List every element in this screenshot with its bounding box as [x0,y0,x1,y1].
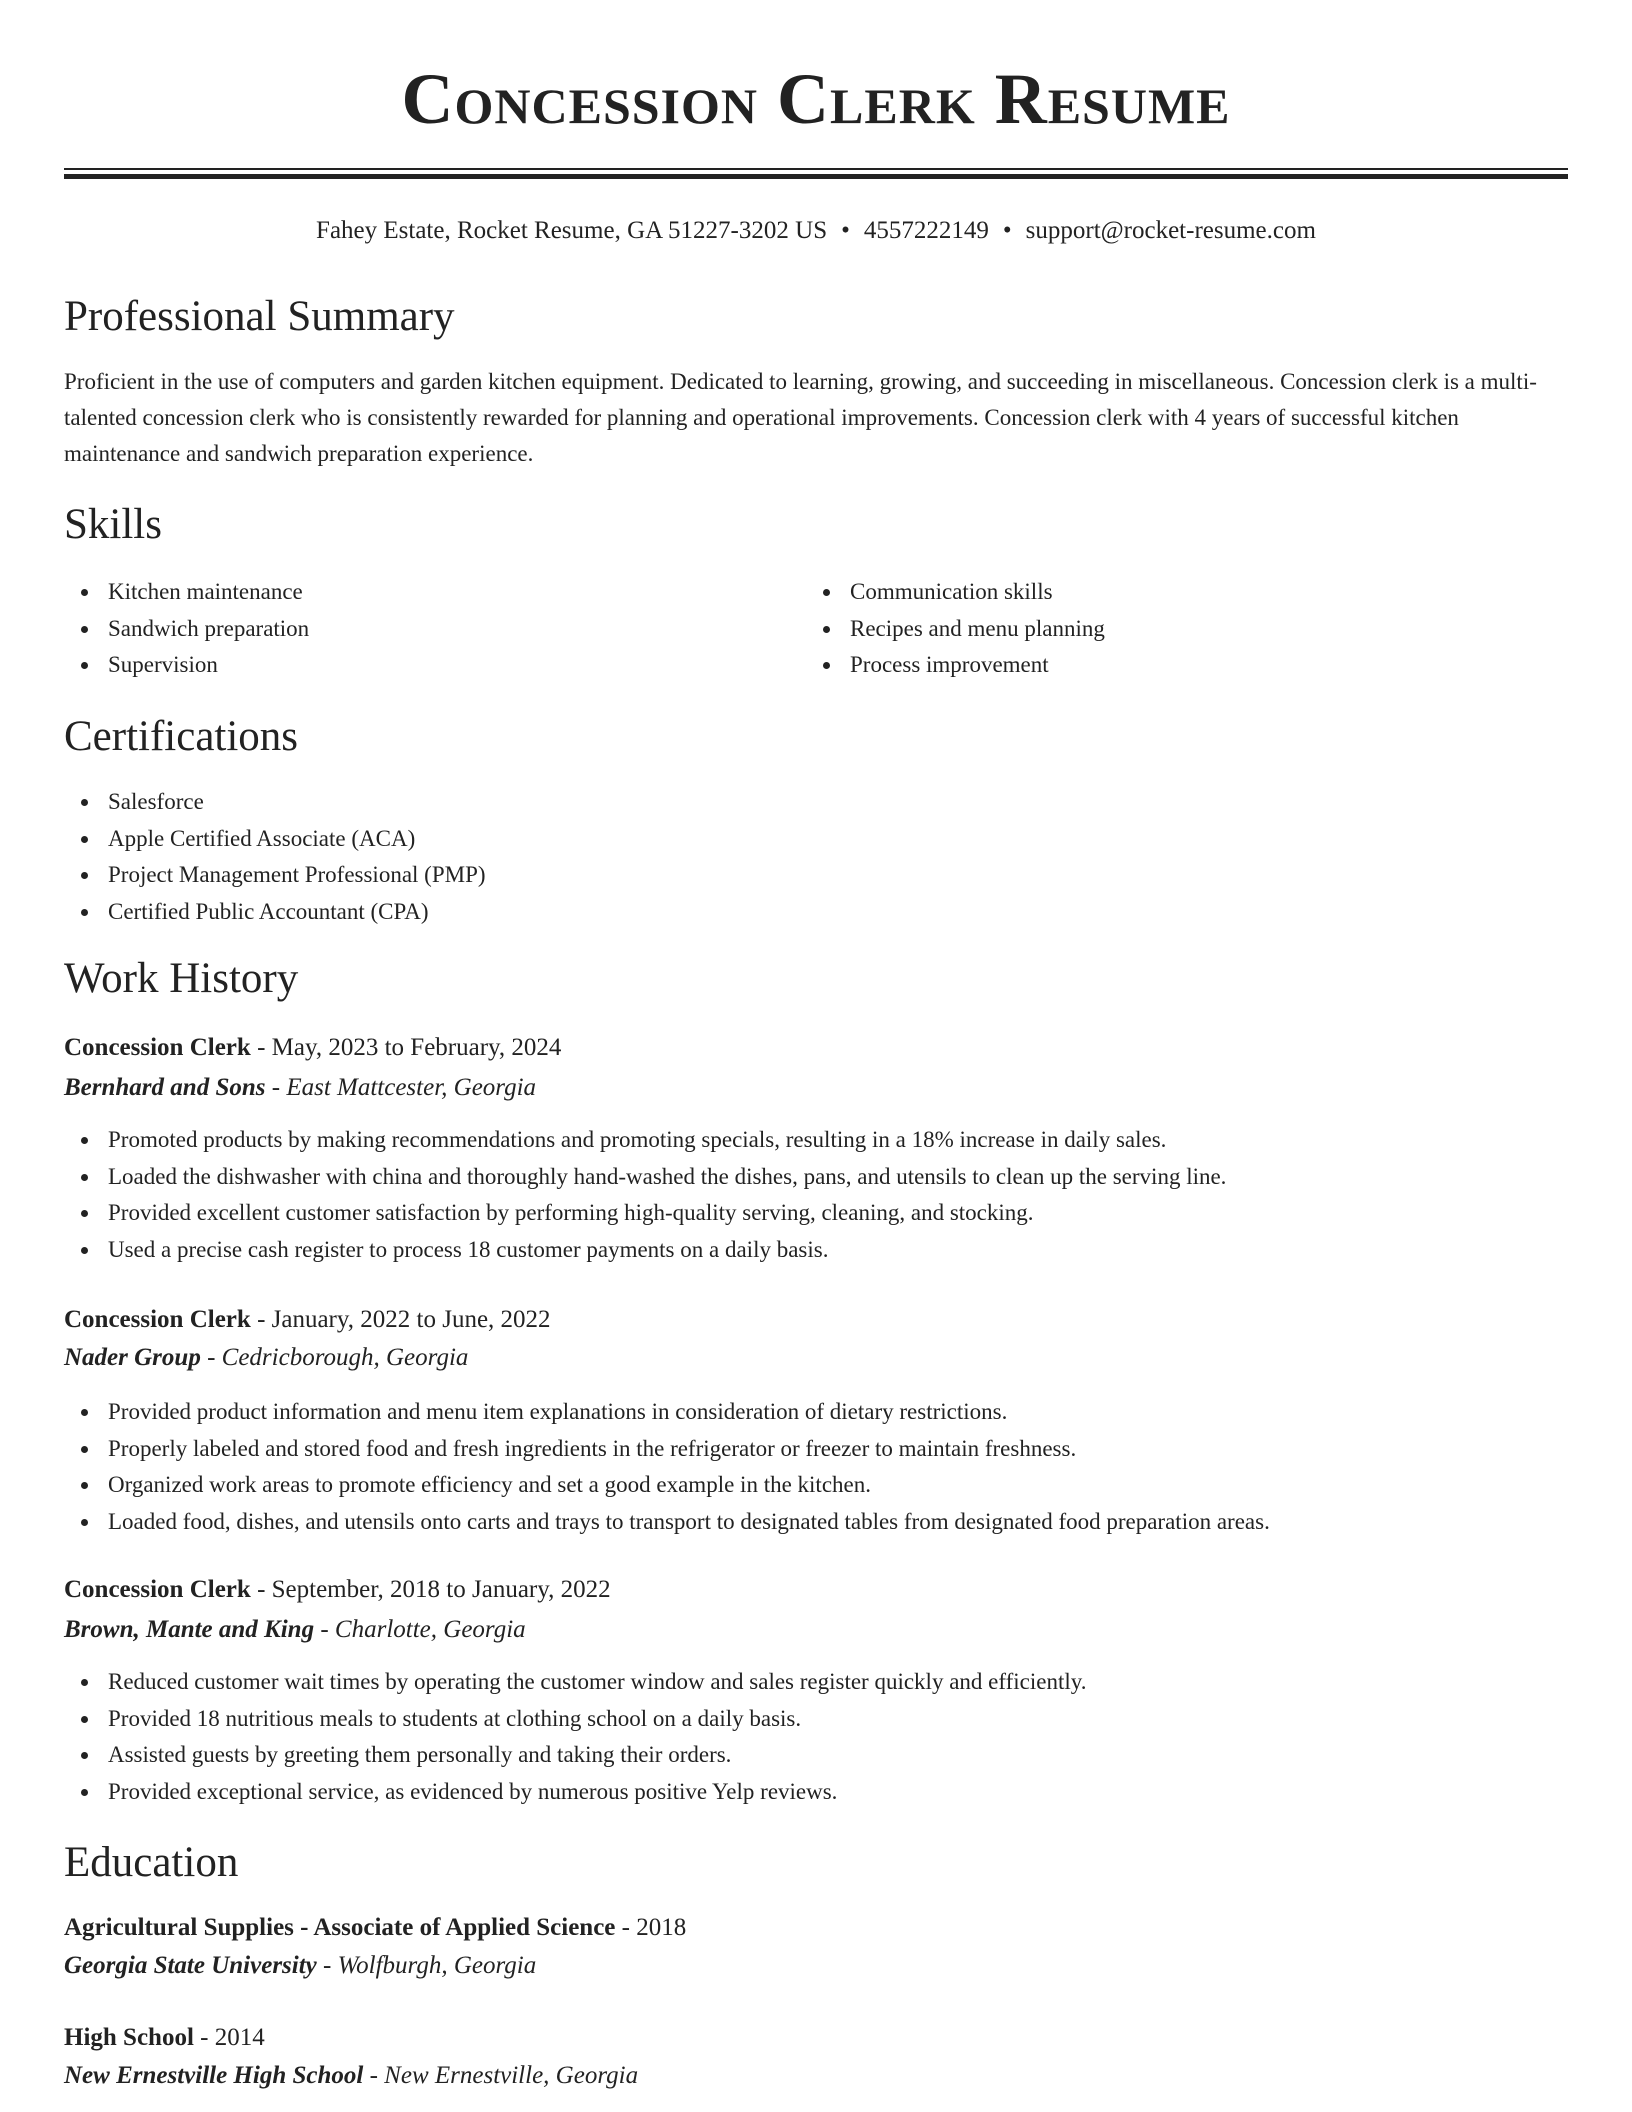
job-separator: - [250,1576,272,1603]
contact-email: support@rocket-resume.com [1025,217,1316,244]
contact-line [0,214,1632,248]
job-separator: - [250,1306,272,1333]
contact-separator: • [841,217,850,244]
summary-text: Proficient in the use of computers and garden kitchen equipment. Dedicated to learning, growing, and succeeding in miscellaneous. Concession clerk is a multi-talented concession clerk who is consistently rewarded for planning and operational improvements. Concession clerk with 4 years of successful kitchen maintenance and sandwich preparation experience. [64,369,1537,466]
resume-title: Concession Clerk Resume [401,59,1231,139]
job-bullet: Loaded food, dishes, and utensils onto carts and trays to transport to designated tables from designated food preparation areas. [64,1504,1270,1541]
education-location: New Ernestville, Georgia [384,2062,639,2089]
certifications-list [64,784,486,930]
contact-phone: 4557222149 [863,217,989,244]
education-degree-line [64,2020,265,2056]
job-bullet: Organized work areas to promote efficiency and set a good example in the kitchen. [64,1467,1270,1504]
skill-item: Recipes and menu planning [806,611,1105,648]
education-separator: - [316,1952,338,1979]
title-rule-thin [64,168,1568,170]
skill-item: Sandwich preparation [64,611,309,648]
job-bullet: Provided 18 nutritious meals to students at clothing school on a daily basis. [64,1701,1087,1738]
job-bullet: Reduced customer wait times by operating the customer window and sales register quickly and efficiently. [64,1664,1087,1701]
job-bullets [64,1122,1226,1268]
job-dates: May, 2023 to February, 2024 [271,1034,562,1061]
certification-item: Certified Public Accountant (CPA) [64,894,486,931]
job-dates: January, 2022 to June, 2022 [271,1306,551,1333]
education-year: 2014 [214,2024,265,2051]
job-company: Brown, Mante and King [64,1616,315,1643]
certifications-heading: Certifications [64,713,299,760]
job-title-line [64,1572,611,1608]
education-heading: Education [64,1839,239,1886]
education-school: Georgia State University [64,1952,317,1979]
job-bullet: Provided excellent customer satisfaction by performing high-quality serving, cleaning, and stocking. [64,1195,1226,1232]
job-title: Concession Clerk [64,1306,251,1333]
certification-item: Apple Certified Associate (ACA) [64,821,486,858]
job-separator: - [200,1344,222,1371]
education-school: New Ernestville High School [64,2062,364,2089]
contact-separator: • [1002,217,1012,244]
job-company: Nader Group [64,1344,201,1371]
job-separator: - [250,1034,272,1061]
job-title-line [64,1030,561,1066]
job-location: Cedricborough, Georgia [221,1344,469,1371]
skills-heading: Skills [64,501,162,548]
job-company-line [64,1340,468,1376]
job-company-line [64,1070,536,1106]
skills-list-left [64,574,309,684]
education-school-line [64,2058,638,2094]
job-bullets [64,1664,1087,1810]
skill-item: Supervision [64,647,309,684]
work-history-heading: Work History [64,955,299,1002]
job-bullets [64,1394,1270,1540]
education-degree: Agricultural Supplies - Associate of Applied Science [64,1914,616,1941]
job-title: Concession Clerk [64,1034,251,1061]
job-title: Concession Clerk [64,1576,251,1603]
education-year: 2018 [636,1914,687,1941]
job-bullet: Promoted products by making recommendations and promoting specials, resulting in a 18% increase in daily sales. [64,1122,1226,1159]
job-location: Charlotte, Georgia [334,1616,526,1643]
title-rule-thick [64,174,1568,179]
education-location: Wolfburgh, Georgia [337,1952,537,1979]
job-company: Bernhard and Sons [64,1074,266,1101]
job-bullet: Properly labeled and stored food and fresh ingredients in the refrigerator or freezer to maintain freshness. [64,1431,1270,1468]
job-company-line [64,1612,526,1648]
job-bullet: Assisted guests by greeting them personally and taking their orders. [64,1737,1087,1774]
job-dates: September, 2018 to January, 2022 [271,1576,611,1603]
skill-item: Communication skills [806,574,1105,611]
skills-list-right [806,574,1105,684]
education-separator: - [615,1914,637,1941]
skill-item: Process improvement [806,647,1105,684]
certification-item: Project Management Professional (PMP) [64,857,486,894]
job-separator: - [314,1616,335,1643]
education-separator: - [363,2062,385,2089]
job-bullet: Loaded the dishwasher with china and thoroughly hand-washed the dishes, pans, and utensils to clean up the serving line. [64,1159,1226,1196]
job-bullet: Used a precise cash register to process 18 customer payments on a daily basis. [64,1232,1226,1269]
education-separator: - [193,2024,215,2051]
job-separator: - [265,1074,287,1101]
education-school-line [64,1948,536,1984]
job-title-line [64,1302,551,1338]
contact-address: Fahey Estate, Rocket Resume, GA 51227-3202 US [316,217,828,244]
summary-heading: Professional Summary [64,293,455,340]
job-bullet: Provided product information and menu item explanations in consideration of dietary restrictions. [64,1394,1270,1431]
education-degree-line [64,1910,686,1946]
job-bullet: Provided exceptional service, as evidenced by numerous positive Yelp reviews. [64,1774,1087,1811]
job-location: East Mattcester, Georgia [286,1074,537,1101]
education-degree: High School [64,2024,194,2051]
skill-item: Kitchen maintenance [64,574,309,611]
certification-item: Salesforce [64,784,486,821]
